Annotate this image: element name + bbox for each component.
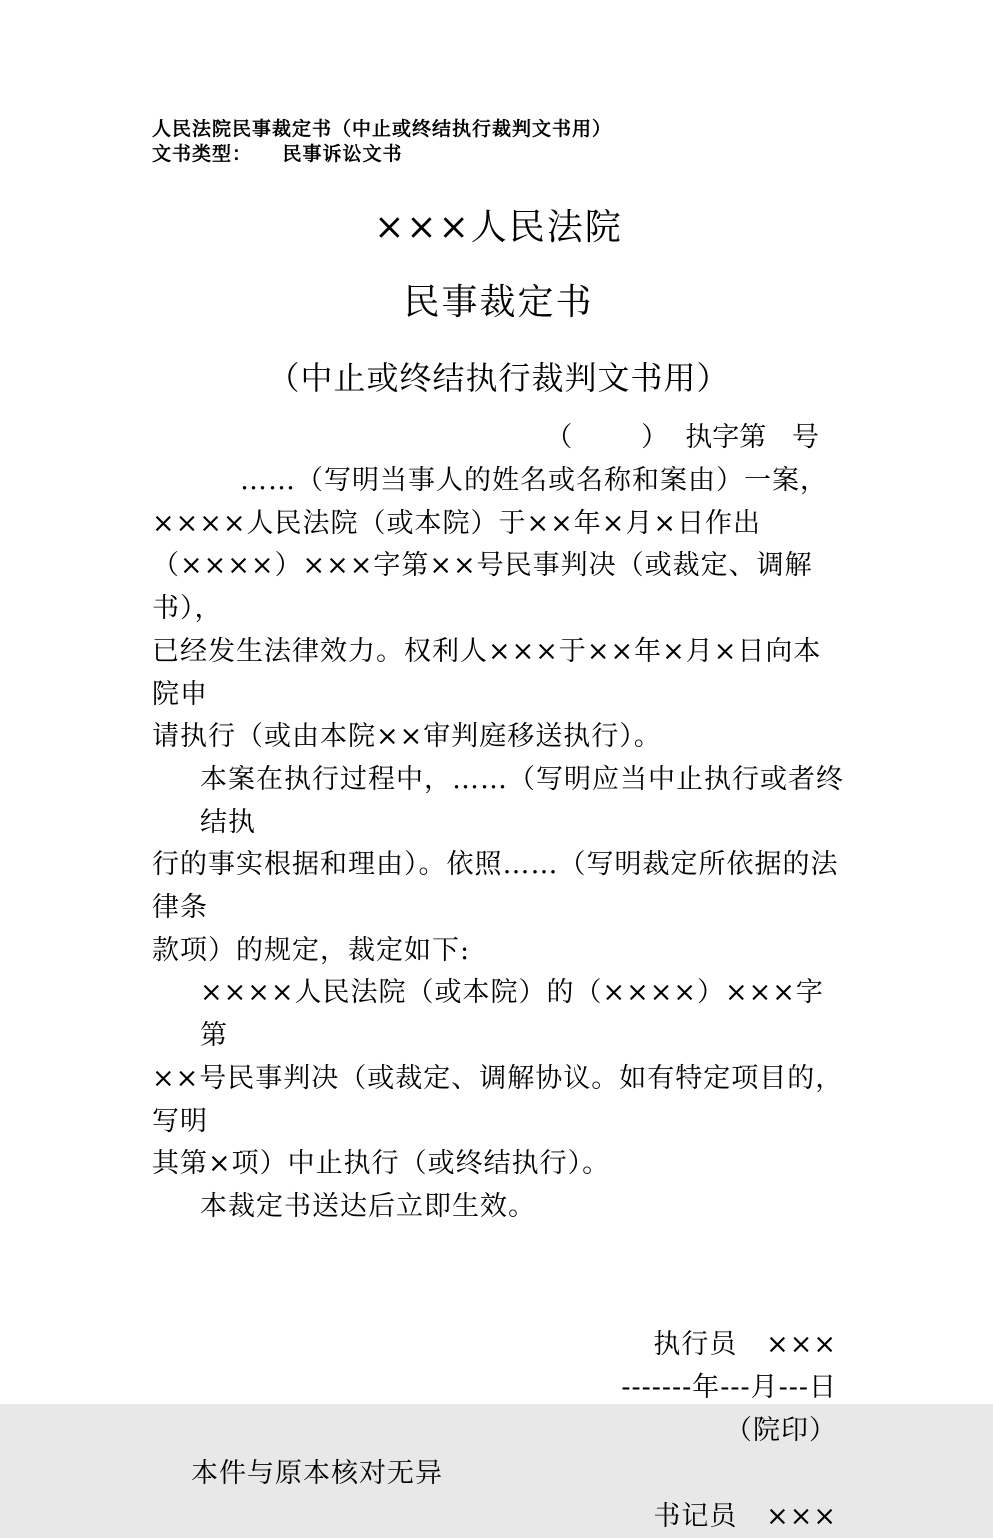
body-line: 行的事实根据和理由）。依照……（写明裁定所依据的法律条 bbox=[152, 849, 839, 924]
body-line: ××××人民法院（或本院）的（××××）×××字第 bbox=[200, 977, 824, 1052]
body-text bbox=[152, 460, 845, 1229]
clerk-signature-line: 书记员 ××× bbox=[653, 1500, 837, 1532]
doc-category-line: 文书类型： 民事诉讼文书 bbox=[152, 143, 403, 165]
proofread-statement: 本件与原本核对无异 bbox=[191, 1457, 443, 1489]
body-line: 本案在执行过程中，……（写明应当中止执行或者终结执 bbox=[200, 763, 844, 838]
body-line: ××号民事判决（或裁定、调解协议。如有特定项目的，写明 bbox=[152, 1062, 844, 1137]
body-line: 其第×项）中止执行（或终结执行）。 bbox=[152, 1148, 611, 1180]
body-line: 款项）的规定，裁定如下: bbox=[152, 934, 471, 966]
date-blank-line: -------年---月---日 bbox=[621, 1371, 837, 1403]
body-line: 已经发生法律效力。权利人×××于××年×月×日向本院申 bbox=[152, 635, 822, 710]
court-seal-placeholder: （院印） bbox=[725, 1414, 837, 1446]
clerk-block bbox=[152, 1495, 845, 1538]
doc-meta-header bbox=[152, 117, 845, 167]
signature-block bbox=[152, 1323, 845, 1452]
court-title: ×××人民法院 bbox=[374, 207, 623, 248]
case-number-line: （ ） 执字第 号 bbox=[545, 422, 819, 453]
doc-type-note-line: 人民法院民事裁定书（中止或终结执行裁判文书用） bbox=[152, 118, 613, 140]
body-line: ××××人民法院（或本院）于××年×月×日作出 bbox=[152, 507, 761, 539]
body-line: 本裁定书送达后立即生效。 bbox=[200, 1190, 536, 1222]
usage-subtitle: （中止或终结执行裁判文书用） bbox=[267, 359, 730, 397]
document-title: 民事裁定书 bbox=[403, 282, 594, 323]
body-line: 请执行（或由本院××审判庭移送执行）。 bbox=[152, 721, 662, 753]
body-line: （××××）×××字第××号民事判决（或裁定、调解书）， bbox=[152, 550, 813, 625]
executor-signature-line: 执行员 ××× bbox=[653, 1328, 837, 1360]
body-line: ……（写明当事人的姓名或名称和案由）一案， bbox=[240, 465, 828, 496]
